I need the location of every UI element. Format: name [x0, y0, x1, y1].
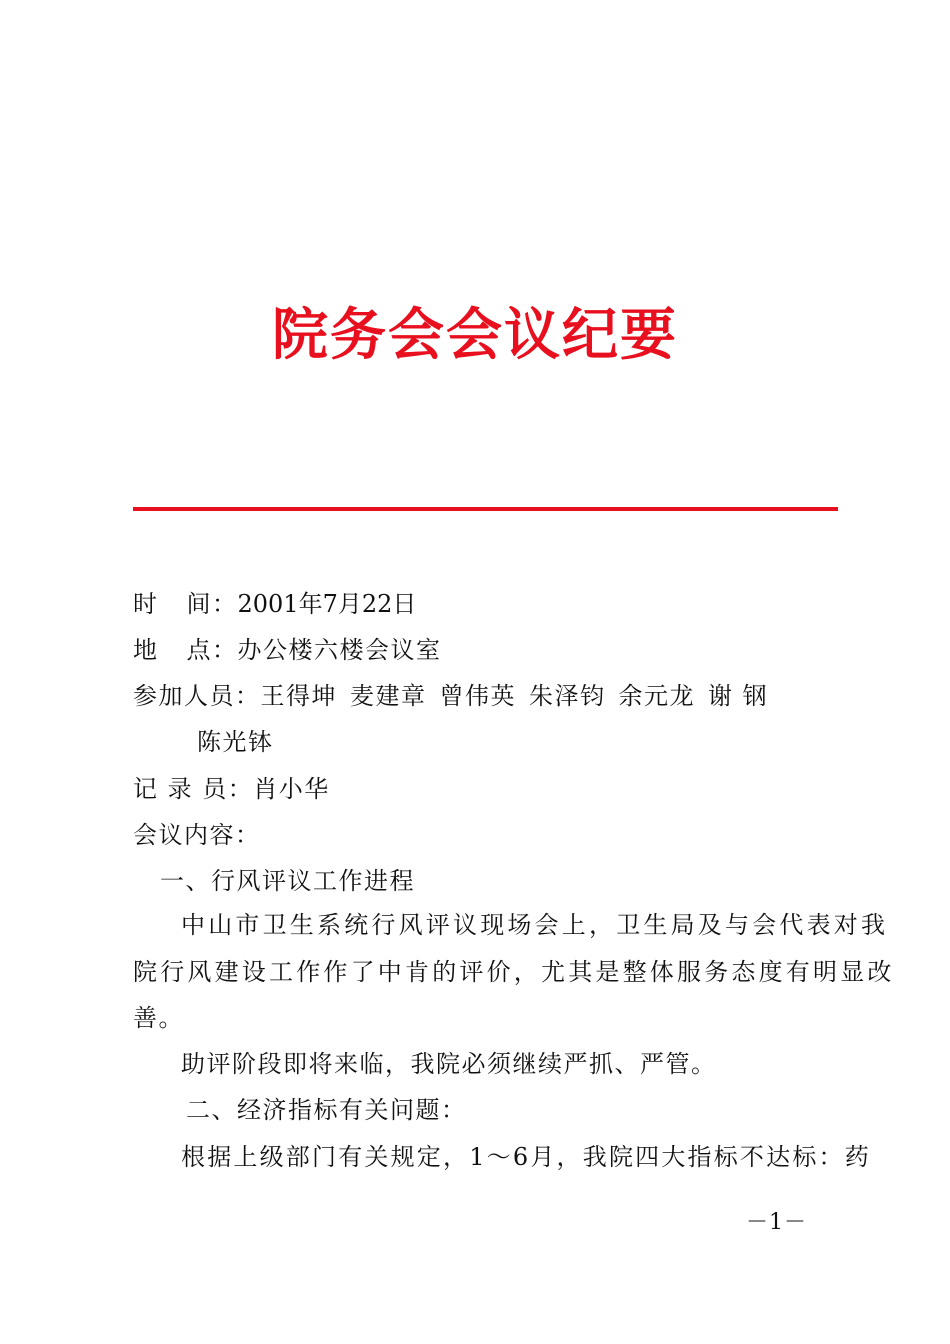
place-label-char2: 点：	[186, 636, 238, 664]
attendee-name: 曾伟英	[439, 682, 516, 710]
paragraph-line: 助评阶段即将来临，我院必须继续严抓、严管。	[181, 1050, 717, 1078]
attendees-label: 参加人员：	[133, 682, 261, 710]
meeting-time-row	[133, 586, 416, 622]
section-heading: 二、经济指标有关问题：	[186, 1096, 467, 1124]
recorder-value: 肖小华	[253, 775, 330, 803]
attendee-name: 余元龙	[618, 682, 695, 710]
content-label: 会议内容：	[133, 821, 261, 849]
attendees-row	[133, 678, 781, 714]
recorder-label: 记 录 员：	[133, 775, 254, 803]
attendee-name: 麦建章	[350, 682, 427, 710]
attendee-name: 陈光钵	[197, 728, 274, 756]
paragraph-line: 善。	[133, 1004, 184, 1032]
attendee-name: 朱泽钧	[529, 682, 606, 710]
section-heading: 一、行风评议工作进程	[160, 867, 415, 895]
place-label-char1: 地	[133, 636, 159, 664]
attendee-name: 王得坤	[260, 682, 337, 710]
paragraph-line: 根据上级部门有关规定，1～6月，我院四大指标不达标：药	[181, 1143, 871, 1171]
meeting-time-value: 2001年7月22日	[237, 590, 417, 618]
recorder-row	[133, 771, 330, 807]
title-divider-rule	[133, 507, 838, 511]
time-label-char1: 时	[133, 590, 159, 618]
attendee-name: 谢 钢	[708, 682, 769, 710]
page-number: －1－	[746, 1210, 807, 1235]
meeting-place-row	[133, 632, 442, 668]
attendees-continued-row	[197, 724, 274, 760]
paragraph-line: 院行风建设工作作了中肯的评价，尤其是整体服务态度有明显改	[133, 958, 895, 986]
paragraph-line: 中山市卫生系统行风评议现场会上，卫生局及与会代表对我	[181, 911, 889, 939]
meeting-place-value: 办公楼六楼会议室	[237, 636, 442, 664]
document-title: 院务会会议纪要	[272, 303, 678, 368]
time-label-char2: 间：	[186, 590, 238, 618]
